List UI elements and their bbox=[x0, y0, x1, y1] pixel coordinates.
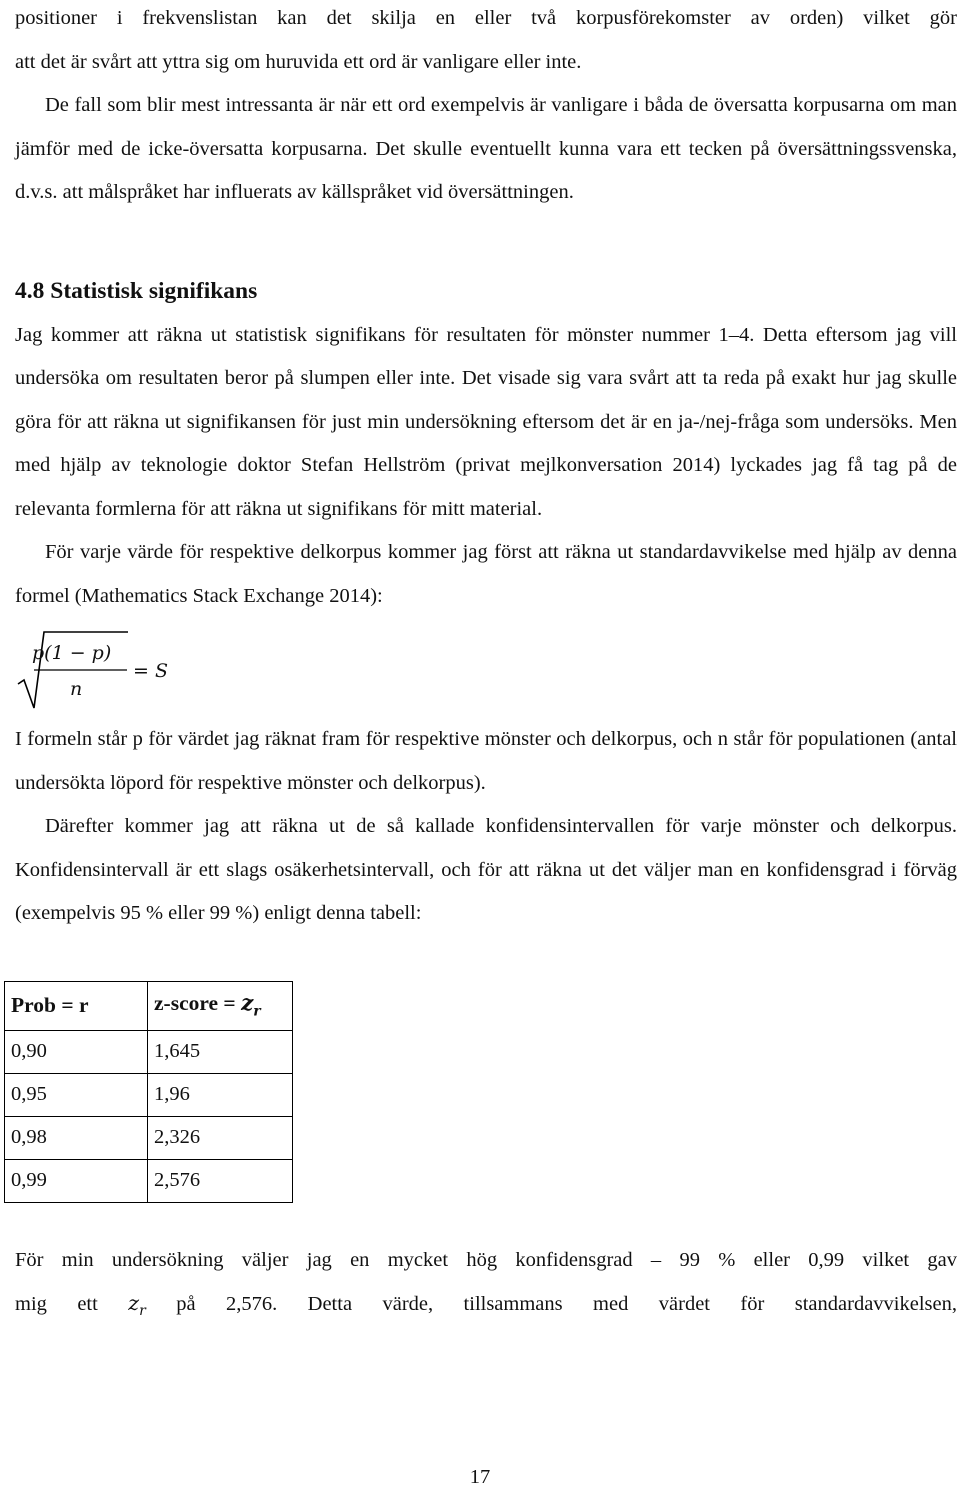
table-row bbox=[5, 1116, 293, 1159]
table-cell-prob: 0,90 bbox=[5, 1030, 148, 1073]
table-header-prob: Prob = r bbox=[5, 981, 148, 1030]
table-row bbox=[5, 1159, 293, 1202]
paragraph-significance: Jag kommer att räkna ut statistisk signifikans för resultaten för mönster nummer 1–4. Detta eftersom jag vill undersöka om resultaten beror på slumpen eller inte. Det visade sig vara svårt att ta reda på exakt hur jag skulle göra för att räkna ut signifikansen för just min undersökning eftersom det är en ja-/nej-fråga som undersöks. Men med hjälp av teknologie doktor Stefan Hellström (privat mejlkonversation 2014) lyckades jag få tag på de relevanta formlerna för att räkna ut signifikans för mitt material. bbox=[15, 323, 957, 520]
paragraph-translated-corpora: De fall som blir mest intressanta är när ett ord exempelvis är vanligare i båda de översatta korpusarna om man jämför med de icke-översatta korpusarna. Det skulle eventuellt kunna vara ett tecken på översättningssvenska, d.v.s. att målspråket har influerats av källspråket vid översättningen. bbox=[15, 94, 957, 203]
page-number: 17 bbox=[469, 1466, 491, 1488]
section-heading: 4.8 Statistisk signifikans bbox=[15, 277, 258, 304]
table-cell-prob: 0,99 bbox=[5, 1159, 148, 1202]
z-score-table bbox=[4, 981, 293, 1203]
para1-line2: att det är svårt att yttra sig om huruvida ett ord är vanligare eller inte. bbox=[15, 50, 582, 73]
table-row bbox=[5, 1030, 293, 1073]
table-cell-z: 1,645 bbox=[148, 1030, 293, 1073]
table-cell-z: 2,576 bbox=[148, 1159, 293, 1202]
table-cell-prob: 0,98 bbox=[5, 1116, 148, 1159]
formula-standard-deviation bbox=[15, 626, 957, 718]
table-cell-z: 1,96 bbox=[148, 1073, 293, 1116]
para1-line1: positioner i frekvenslistan kan det skilja en eller två korpusförekomster av orden) vilket gör bbox=[15, 7, 957, 29]
paragraph-formula-explanation: I formeln står p för värdet jag räknat fram för respektive mönster och delkorpus, och n står för populationen (antal undersökta löpord för respektive mönster och delkorpus). bbox=[15, 728, 957, 794]
paragraph-continued bbox=[15, 0, 957, 84]
paragraph-confidence-intervals: Därefter kommer jag att räkna ut de så kallade konfidensintervallen för varje mönster och delkorpus. Konfidensintervall är ett slags osäkerhetsintervall, och för att räkna ut det väljer man en konfidensgrad i förväg (exempelvis 95 % eller 99 %) enligt denna tabell: bbox=[15, 815, 957, 924]
para7-line2: mig ett $z_r$ på 2,576. Detta värde, tillsammans med värdet för standardavvikelsen, bbox=[15, 1291, 958, 1320]
paragraph-standard-deviation: För varje värde för respektive delkorpus kommer jag först att räkna ut standardavvikelse med hjälp av denna formel (Mathematics Stack Exchange 2014): bbox=[15, 541, 957, 607]
para7-line1: För min undersökning väljer jag en mycket hög konfidensgrad – 99 % eller 0,99 vilket gav bbox=[15, 1248, 957, 1271]
paragraph-chosen-confidence bbox=[15, 1239, 957, 1334]
table-cell-z: 2,326 bbox=[148, 1116, 293, 1159]
table-row bbox=[5, 1073, 293, 1116]
table-cell-prob: 0,95 bbox=[5, 1073, 148, 1116]
formula-result: = S bbox=[133, 660, 168, 682]
formula-denominator: n bbox=[70, 678, 83, 700]
table-header-zscore: z-score = $z_r$ bbox=[148, 981, 293, 1030]
table-header-row bbox=[5, 981, 293, 1030]
formula-numerator: p(1 − p) bbox=[32, 642, 112, 664]
page-content bbox=[11, 0, 958, 1334]
